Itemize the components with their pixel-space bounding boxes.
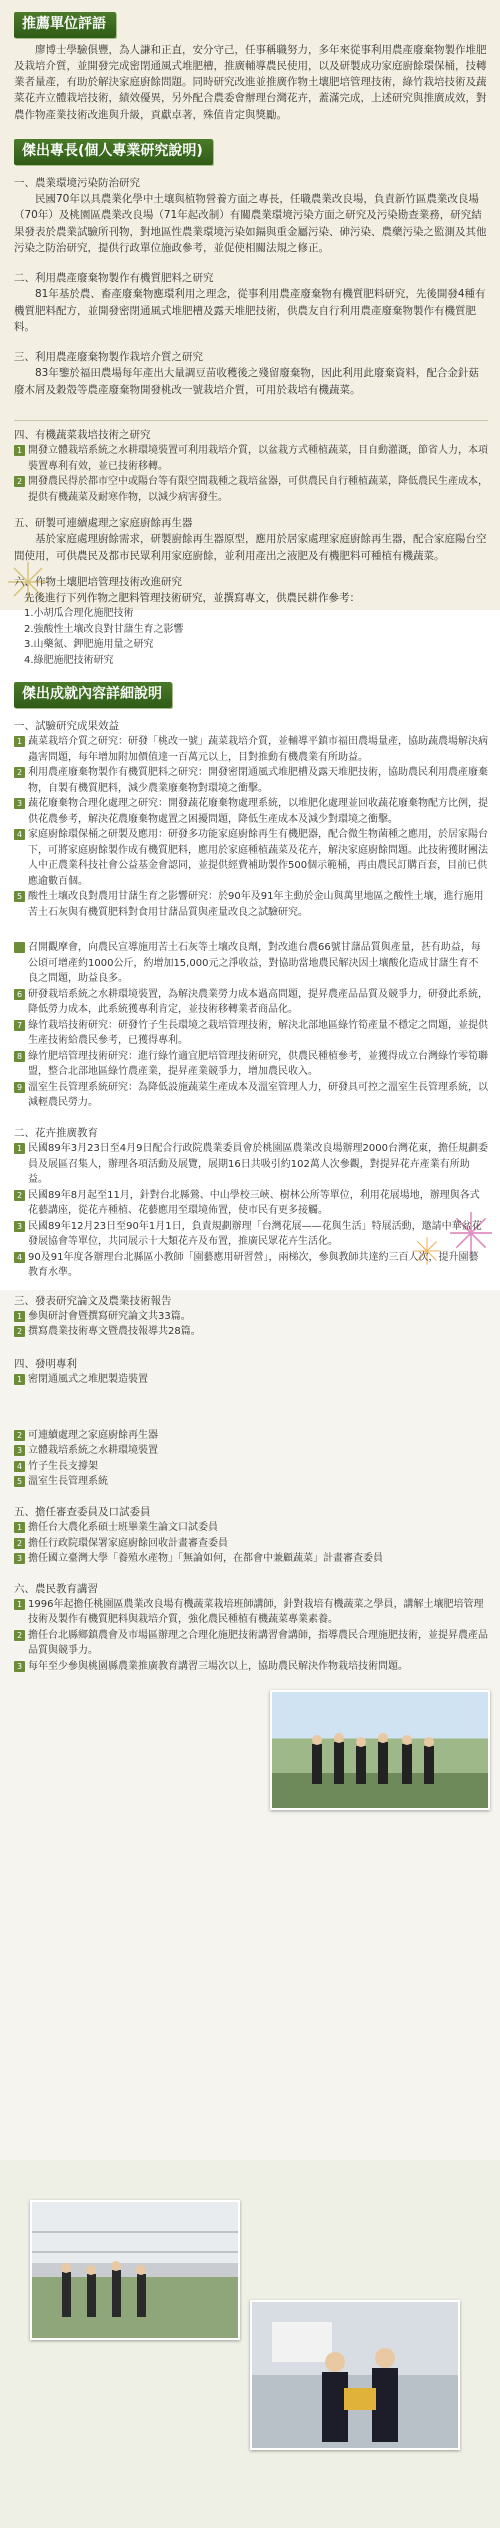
section-heading: 五、擔任審查委員及口試委員 — [14, 1505, 151, 1518]
expertise-item-5 — [14, 515, 488, 564]
list-item: 2 撰寫農業技術專文暨農技報導共28篇。 — [14, 1324, 264, 1340]
list-item: 1 民國89年3月23日至4月9日配合行政院農業委員會於桃園區農業改良場辦理2000台灣花東，擔任規劃委員及展區召集人，辦理各項活動及展覽，展期16日共吸引約102萬人次參觀，對提昇花卉產業有所助益。 — [14, 1141, 488, 1188]
list-item: 1 1996年起擔任桃園區農業改良場有機蔬菜栽培班師講師，針對栽培有機蔬菜之學員，講解土壤肥培管理技術及製作有機質肥料與栽培介質，強化農民種植有機蔬菜專業素養。 — [14, 1597, 488, 1628]
list-item: 4 90及91年度各辦理台北縣區小教師「園藝應用研習營」，兩梯次，參與教師共達約三百人次，提升園藝教育水準。 — [14, 1250, 488, 1281]
divider — [14, 420, 488, 421]
list-item: 6 研發栽培系統之水耕環境裝置，為解決農業勞力成本過高問題，提昇農產品品質及競爭力，研發此系統，降低勞力成本，此系統獲專利肯定，並技術移轉業者商品化。 — [14, 987, 488, 1018]
section-heading: 二、花卉推廣教育 — [14, 1126, 98, 1139]
achievements-section-3 — [14, 1293, 264, 1340]
list-item: 4.綠肥施肥技術研究 — [24, 654, 114, 666]
list-item: 1 擔任台大農化系碩士班畢業生論文口試委員 — [14, 1520, 488, 1536]
list-item: 2.強酸性土壤改良對甘藷生育之影響 — [24, 623, 184, 635]
list-item: 1 密閉通風式之堆肥製造裝置 — [14, 1372, 264, 1388]
achievements-section-4 — [14, 1356, 264, 1490]
list-item: 2 擔任台北縣鄉鎮農會及市場區辦理之合理化施肥技術講習會講師，指導農民合理施肥技術，並提昇農產品品質與競爭力。 — [14, 1628, 488, 1659]
recommendation-title: 推薦單位評語 — [14, 12, 116, 38]
list-item: 1.小胡瓜合理化施肥技術 — [24, 608, 134, 620]
expertise-text: 基於家庭處理廚餘需求，研製廚餘再生器原型，應用於居家處理家庭廚餘再生器，配合家庭陽台空間使用，可供農民及都市民眾利用家庭廚餘，並利用產出之液肥及有機肥料可種植有機蔬菜。 — [14, 533, 487, 562]
expertise-item-4 — [14, 427, 488, 505]
list-item: 3 立體栽培系統之水耕環境裝置 — [14, 1443, 264, 1459]
expertise-text: 83年鑒於福田農場每年產出大量調豆苗收穫後之殘留廢棄物，因此利用此廢棄資料，配合金針菇廢木屑及穀殼等農產廢棄物開發桃改一號栽培介質，可用於栽培有機蔬菜。 — [14, 367, 479, 396]
expertise-heading: 四、有機蔬菜栽培技術之研究 — [14, 428, 151, 441]
expertise-item-2 — [14, 270, 488, 335]
expertise-heading: 五、研製可連續處理之家庭廚餘再生器 — [14, 517, 193, 530]
expertise-text: 81年基於農、畜產廢棄物應環利用之理念，從事利用農產廢棄物有機質肥料研究，先後開發4種有機質肥料配方，並開發密閉通風式堆肥槽及露天堆肥技術，供農友自行利用農產廢棄物製作有機質肥料。 — [14, 288, 486, 333]
section-heading: 三、發表研究論文及農業技術報告 — [14, 1294, 172, 1307]
photo-group-visit — [270, 1690, 490, 1810]
list-item: 3 每年至少參與桃園縣農業推廣教育講習三場次以上，協助農民解決作物栽培技術問題。 — [14, 1659, 488, 1675]
expertise-intro: 先後進行下列作物之肥料管理技術研究，並撰寫專文，供農民耕作參考： — [24, 592, 360, 605]
list-item: 2 民國89年8月起至11月，針對台北縣鶯、中山學校三峽、樹林公所等單位，利用花展場地，辦理與各式花藝講座，從花卉種植、花藝應用至環境佈置，使市民有更多接觸。 — [14, 1188, 488, 1219]
list-item: 召開觀摩會，向農民宣導施用苦土石灰等土壤改良劑，對改進台農66號甘藷品質與產量，甚有助益，每公頃可增產約1000公斤，約增加15,000元之淨收益，對協助當地農民解決因土壤酸化造成甘藷生育不良之問題，助益良多。 — [14, 940, 488, 987]
list-item: 4 家庭廚餘環保桶之研製及應用：研發多功能家庭廚餘再生有機肥器，配合微生物菌種之應用，於居家陽台下，可將家庭廚餘製作成有機質肥料，應用於家庭種植蔬菜及花卉，解決家庭廚餘問題。此技術獲財團法人中正農業科技社會公益基金會認同，並提供經費補助製作500個示範桶，再由農民訂購百套，目前已供應逾數百個。 — [14, 827, 488, 889]
section-heading: 六、農民教育講習 — [14, 1582, 98, 1595]
list-item: 2 利用農產廢棄物製作有機質肥料之研究：開發密閉通風式堆肥槽及露天堆肥技術，協助農民利用農產廢棄物，自製有機質肥料，減少農業廢棄物對環境之衝擊。 — [14, 765, 488, 796]
photo-greenhouse-visit — [30, 2200, 240, 2340]
list-item: 4 竹子生長支撐架 — [14, 1459, 264, 1475]
list-item: 3 擔任國立臺灣大學「養殖水產物」「無論如何，在都會中兼顧蔬菜」計畫審查委員 — [14, 1551, 488, 1567]
achievements-section-6 — [14, 1581, 488, 1675]
achievements-title: 傑出成就內容詳細說明 — [14, 682, 172, 708]
list-item: 2 可連續處理之家庭廚餘再生器 — [14, 1428, 264, 1444]
expertise-item-3 — [14, 349, 488, 398]
list-item: 2 開發農民得於都市空中或陽台等有限空間栽種之栽培盆器，可供農民自行種植蔬菜，降低農民生產成本，提供有機蔬菜及耐寒作物，以減少病害發生。 — [14, 474, 488, 505]
list-item: 3.山藥氮、鉀肥施用量之研究 — [24, 639, 154, 651]
expertise-heading: 一、農業環境污染防治研究 — [14, 176, 140, 189]
section-heading: 四、發明專利 — [14, 1357, 77, 1370]
list-item: 7 綠竹栽培技術研究：研發竹子生長環境之栽培管理技術，解決北部地區綠竹筍產量不穩定之問題，並提供生產技術給農民參考，已獲得專利。 — [14, 1018, 488, 1049]
list-item: 8 綠竹肥培管理技術研究：進行綠竹適宜肥培管理技術研究，供農民種植參考，並獲得成立台灣綠竹零筍聯盟，整合北部地區綠竹農產業，提昇產業競爭力，增加農民收入。 — [14, 1049, 488, 1080]
list-item: 2 擔任行政院環保署家庭廚餘回收計畫審查委員 — [14, 1536, 488, 1552]
section-heading: 一、試驗研究成果效益 — [14, 720, 119, 733]
expertise-text: 民國70年以具農業化學中土壤與植物營養方面之專長，任職農業改良場，負責新竹區農業改良場（70年）及桃園區農業改良場（71年起改制）有關農業環境污染方面之研究及污染勘查業務，研究結果發表於農業試驗所刊物，對地區性農業環境污染如鎘與重金屬污染、砷污染、農藥污染之監測及其他污染之防治研究，提供行政單位施政參考，並促使相關法規之修正。 — [14, 192, 487, 254]
list-item: 1 參與研討會暨撰寫研究論文共33篇。 — [14, 1309, 264, 1325]
recommendation-paragraph: 廖博士學驗俱豐，為人謙和正直，安分守己，任事稱職努力，多年來從事利用農產廢棄物製作堆肥及栽培介質，並開發完成密閉通風式堆肥槽，推廣輔導農民使用，以及研製成功家庭廚餘環保桶，技轉業者量產，有助於解決家庭廚餘問題。同時研究改進並推廣作物土壤肥培管理技術，綠竹栽培技術及蔬菜花卉立體栽培技術，績效優異，另外配合農委會辦理台灣花卉，蓋滿完成，上述研究與推廣成效，對農作物產業技術改進與升級，貢獻卓著，殊值肯定與獎勵。 — [14, 43, 487, 121]
list-item: 5 酸性土壤改良對農用甘藷生育之影響研究：於90年及91年主動於金山與萬里地區之酸性土壤，進行施用苦土石灰與有機質肥料對食用甘藷品質與產量改良之試驗研究。 — [14, 889, 488, 920]
list-item: 3 蔬花廢棄物合理化處理之研究：開發蔬花廢棄物處理系統，以堆肥化處理並回收蔬花廢棄物配方比例，提供花農參考，解決花農廢棄物處置之困擾問題，降低生產成本及減少對環境之衝擊。 — [14, 796, 488, 827]
expertise-heading: 六、作物土壤肥培管理技術改進研究 — [14, 575, 182, 588]
expertise-heading: 三、利用農產廢棄物製作栽培介質之研究 — [14, 351, 203, 364]
achievements-section-5 — [14, 1504, 488, 1567]
expertise-heading: 二、利用農產廢棄物製作有機質肥料之研究 — [14, 272, 214, 285]
achievements-section-2 — [14, 1125, 488, 1281]
list-item: 9 溫室生長管理系統研究：為降低設施蔬菜生產成本及溫室管理人力，研發具可控之溫室生長管理系統，以減輕農民勞力。 — [14, 1080, 488, 1111]
list-item: 5 溫室生長管理系統 — [14, 1474, 264, 1490]
achievements-section-1 — [14, 718, 488, 1111]
photo-award-ceremony — [250, 2300, 460, 2450]
list-item: 3 民國89年12月23日至90年1月1日，負責規劃辦理「台灣花展——花與生活」特展活動，邀請中華盆花發展協會等單位，共同展示十大類花卉及布置，推廣民眾花卉生活化。 — [14, 1219, 488, 1250]
expertise-item-1 — [14, 175, 488, 256]
expertise-item-6 — [14, 574, 488, 669]
list-item: 1 開發立體栽培系統之水耕環境裝置可利用栽培介質，以盆栽方式種植蔬菜，目自動灌溉，節省人力，本項裝置專利有效，並已技術移轉。 — [14, 443, 488, 474]
list-item: 1 蔬菜栽培介質之研究：研發「桃改一號」蔬菜栽培介質，並輔導平鎮市福田農場量產，協助蔬農場解決病蟲害問題，每年增加附加價值達一百萬元以上，目對推動有機農業有所助益。 — [14, 734, 488, 765]
expertise-title: 傑出專長(個人專業研究說明) — [14, 139, 213, 165]
